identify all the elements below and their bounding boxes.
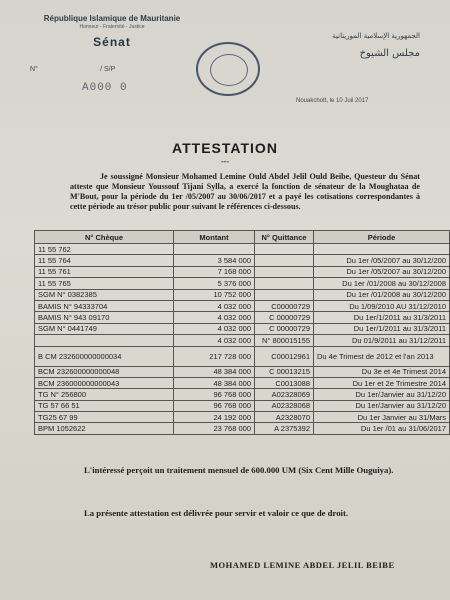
cheque-cell: BCM 232600000000048: [35, 366, 174, 377]
period-cell: Du 4e Trimest de 2012 et l'an 2013: [314, 346, 450, 366]
motto: Honneur - Fraternité - Justice: [79, 24, 145, 30]
receipt-cell: C 00000729: [255, 312, 314, 323]
receipt-cell: [255, 278, 314, 289]
amount-cell: 48 384 000: [174, 366, 255, 377]
ref-prefix: N°: [30, 66, 38, 73]
table-row: [35, 300, 450, 311]
table-row: [35, 423, 450, 434]
amount-cell: [174, 244, 255, 255]
col-header-period: Période: [314, 231, 450, 244]
signatory-name: MOHAMED LEMINE ABDEL JELIL BEIBE: [210, 560, 395, 570]
table-row: [35, 400, 450, 411]
period-cell: Du 1er Janvier au 31/Mars: [314, 412, 450, 423]
reference-number: A000 0: [82, 82, 128, 94]
receipt-cell: [255, 255, 314, 266]
cheque-cell: B CM 232600000000034: [35, 346, 174, 366]
period-cell: Du 1er/Janvier au 31/12/20: [314, 400, 450, 411]
cheque-cell: SGM N° 0382385: [35, 289, 174, 300]
table-row: [35, 412, 450, 423]
cheque-cell: BPM 1052622: [35, 423, 174, 434]
receipt-cell: [255, 266, 314, 277]
amount-cell: 24 192 000: [174, 412, 255, 423]
amount-cell: 4 032 000: [174, 312, 255, 323]
amount-cell: 96 768 000: [174, 389, 255, 400]
attestation-paragraph: Je soussigné Monsieur Mohamed Lemine Ould Abdel Jelil Ould Beibe, Questeur du Sénat atteste que Monsieur Youssouf Tijani Sylla, a exercé la fonction de sénateur de la Moughataa de M'Bout, pour la période du 1er /05/2007 au 30/06/2017 et a payé les cotisations correspondantes à cette période au trésor public pour suivant le références ci-dessous.: [70, 172, 420, 211]
table-row: [35, 289, 450, 300]
table-row: [35, 255, 450, 266]
period-cell: Du 1er/1/2011 au 31/3/2011: [314, 312, 450, 323]
receipt-cell: A02328068: [255, 400, 314, 411]
amount-cell: 48 384 000: [174, 377, 255, 388]
senate-seal-icon: [196, 42, 260, 96]
institution-name: Sénat: [93, 35, 131, 49]
period-cell: Du 1er /01/2008 au 30/12/2008: [314, 278, 450, 289]
amount-cell: 5 376 000: [174, 278, 255, 289]
arabic-republic: الجمهورية الإسلامية الموريتانية: [332, 32, 420, 40]
cheque-cell: BAMIS N° 94333704: [35, 300, 174, 311]
receipt-cell: A 2375392: [255, 423, 314, 434]
salary-statement: L'intéressé perçoit un traitement mensuel de 600.000 UM (Six Cent Mille Ouguiya).: [84, 465, 394, 475]
receipt-cell: C00012961: [255, 346, 314, 366]
cheque-cell: TG25 67 99: [35, 412, 174, 423]
amount-cell: 3 584 000: [174, 255, 255, 266]
receipt-cell: C 00013215: [255, 366, 314, 377]
table-row: [35, 323, 450, 334]
period-cell: Du 1er et 2e Trimestre 2014: [314, 377, 450, 388]
cheque-cell: [35, 335, 174, 346]
cheque-cell: SGM N° 0441749: [35, 323, 174, 334]
reference-line: [30, 66, 115, 73]
col-header-amount: Montant: [174, 231, 255, 244]
table-row: [35, 389, 450, 400]
cheque-cell: 11 55 762: [35, 244, 174, 255]
title-separator: ---: [221, 157, 229, 166]
document-title: ATTESTATION: [172, 140, 278, 156]
amount-cell: 96 768 000: [174, 400, 255, 411]
issue-date: Nouakchott, le 10 Juil 2017: [296, 98, 369, 104]
receipt-cell: [255, 289, 314, 300]
table-row: [35, 366, 450, 377]
amount-cell: 4 032 000: [174, 300, 255, 311]
period-cell: Du 1er /01/2008 au 30/12/200: [314, 289, 450, 300]
period-cell: [314, 244, 450, 255]
period-cell: Du 1er/1/2011 au 31/3/2011: [314, 323, 450, 334]
period-cell: Du 1er/Janvier au 31/12/20: [314, 389, 450, 400]
letterhead-left: [22, 14, 202, 49]
cheque-cell: BCM 236000000000043: [35, 377, 174, 388]
receipt-cell: [255, 244, 314, 255]
cheque-cell: TG N° 256800: [35, 389, 174, 400]
table-row: [35, 377, 450, 388]
period-cell: Du 1er /01 au 31/06/2017: [314, 423, 450, 434]
amount-cell: 4 032 000: [174, 335, 255, 346]
ref-suffix: / S/P: [100, 66, 116, 73]
period-cell: Du 1er /05/2007 au 30/12/200: [314, 266, 450, 277]
closing-statement: La présente attestation est délivrée pour servir et valoir ce que de droit.: [84, 508, 349, 518]
receipt-cell: C0013088: [255, 377, 314, 388]
receipt-cell: C00000729: [255, 300, 314, 311]
cheque-cell: BAMIS N° 943 09170: [35, 312, 174, 323]
col-header-receipt: N° Quittance: [255, 231, 314, 244]
amount-cell: 10 752 000: [174, 289, 255, 300]
letterhead-right: [270, 32, 420, 59]
period-cell: Du 1/09/2010 AU 31/12/2010: [314, 300, 450, 311]
cheque-cell: TG 57 66 51: [35, 400, 174, 411]
arabic-institution: مجلس الشيوخ: [359, 48, 420, 59]
amount-cell: 23 768 000: [174, 423, 255, 434]
table-row: [35, 312, 450, 323]
cheque-cell: 11 55 761: [35, 266, 174, 277]
table-row: [35, 278, 450, 289]
period-cell: Du 3e et 4e Trimest 2014: [314, 366, 450, 377]
amount-cell: 4 032 000: [174, 323, 255, 334]
col-header-cheque: N° Chèque: [35, 231, 174, 244]
receipt-cell: A2328070: [255, 412, 314, 423]
cheque-cell: 11 55 765: [35, 278, 174, 289]
period-cell: Du 1er /05/2007 au 30/12/200: [314, 255, 450, 266]
receipt-cell: A02328069: [255, 389, 314, 400]
payments-table: [34, 230, 450, 435]
cheque-cell: 11 55 764: [35, 255, 174, 266]
ref-blank: [40, 66, 98, 73]
receipt-cell: C 00000729: [255, 323, 314, 334]
table-row: [35, 335, 450, 346]
period-cell: Du 01/9/2011 au 31/12/2011: [314, 335, 450, 346]
table-row: [35, 266, 450, 277]
table-row: [35, 244, 450, 255]
table-row: [35, 346, 450, 366]
table-header-row: [35, 231, 450, 244]
amount-cell: 7 168 000: [174, 266, 255, 277]
amount-cell: 217 728 000: [174, 346, 255, 366]
receipt-cell: N° 800015155: [255, 335, 314, 346]
republic-name: République Islamique de Mauritanie: [43, 14, 181, 23]
attestation-body: [70, 172, 420, 212]
